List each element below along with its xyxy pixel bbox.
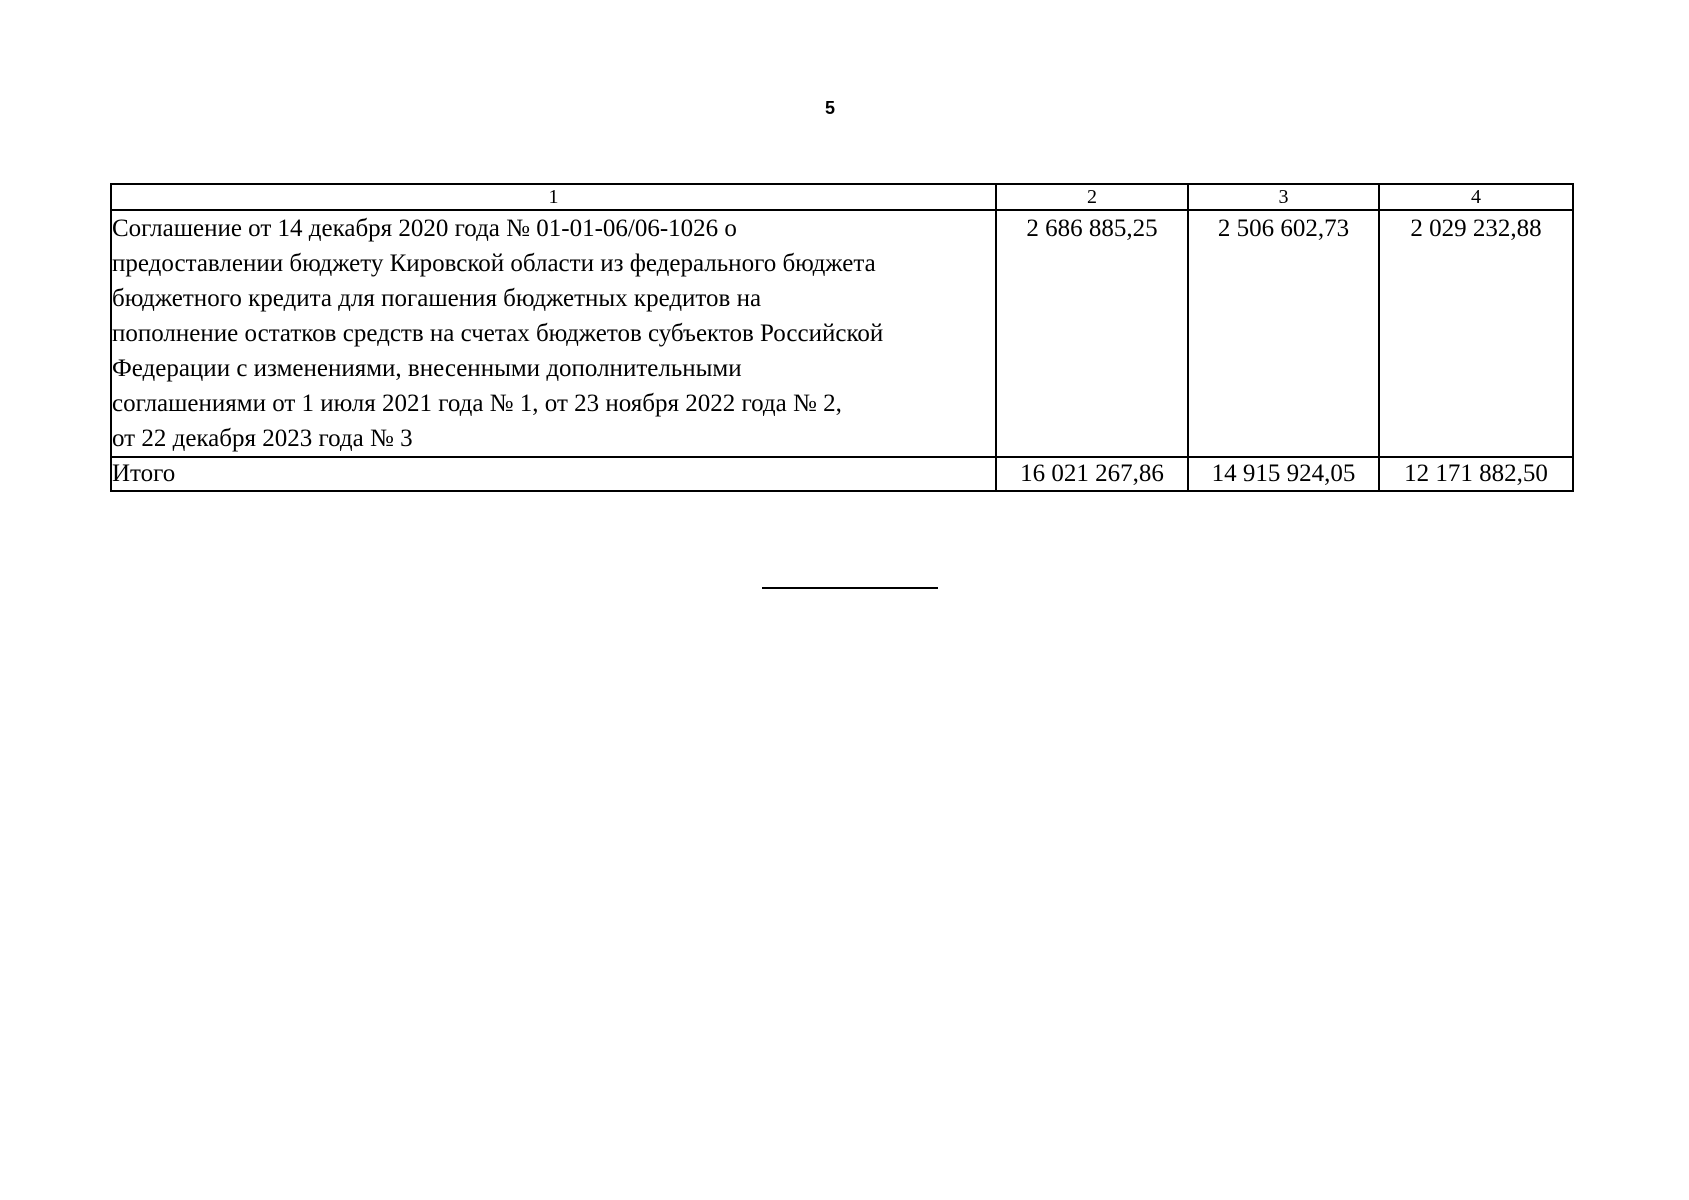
row-value-col-4: 2 029 232,88 [1379,210,1573,457]
column-header-1: 1 [111,184,996,210]
column-header-3: 3 [1188,184,1379,210]
description-line: Соглашение от 14 декабря 2020 года № 01-01-06/06-1026 о [112,215,737,242]
description-line: от 22 декабря 2023 года № 3 [112,425,413,452]
table-row [111,210,1573,457]
description-line: бюджетного кредита для погашения бюджетных кредитов на [112,285,762,312]
description-line: соглашениями от 1 июля 2021 года № 1, от 23 ноября 2022 года № 2, [112,390,842,417]
total-value-col-4: 12 171 882,50 [1379,457,1573,491]
total-row [111,457,1573,491]
description-line: пополнение остатков средств на счетах бюджетов субъектов Российской [112,320,884,347]
end-of-document-rule [762,587,938,589]
agreement-description [111,210,996,457]
column-header-4: 4 [1379,184,1573,210]
total-label: Итого [111,457,996,491]
column-number-header-row [111,184,1573,210]
budget-credit-table [110,183,1574,492]
total-value-col-3: 14 915 924,05 [1188,457,1379,491]
page-number: 5 [825,98,836,118]
description-line: предоставлении бюджету Кировской области из федерального бюджета [112,250,876,277]
row-value-col-3: 2 506 602,73 [1188,210,1379,457]
total-value-col-2: 16 021 267,86 [996,457,1188,491]
row-value-col-2: 2 686 885,25 [996,210,1188,457]
column-header-2: 2 [996,184,1188,210]
description-line: Федерации с изменениями, внесенными дополнительными [112,355,742,382]
